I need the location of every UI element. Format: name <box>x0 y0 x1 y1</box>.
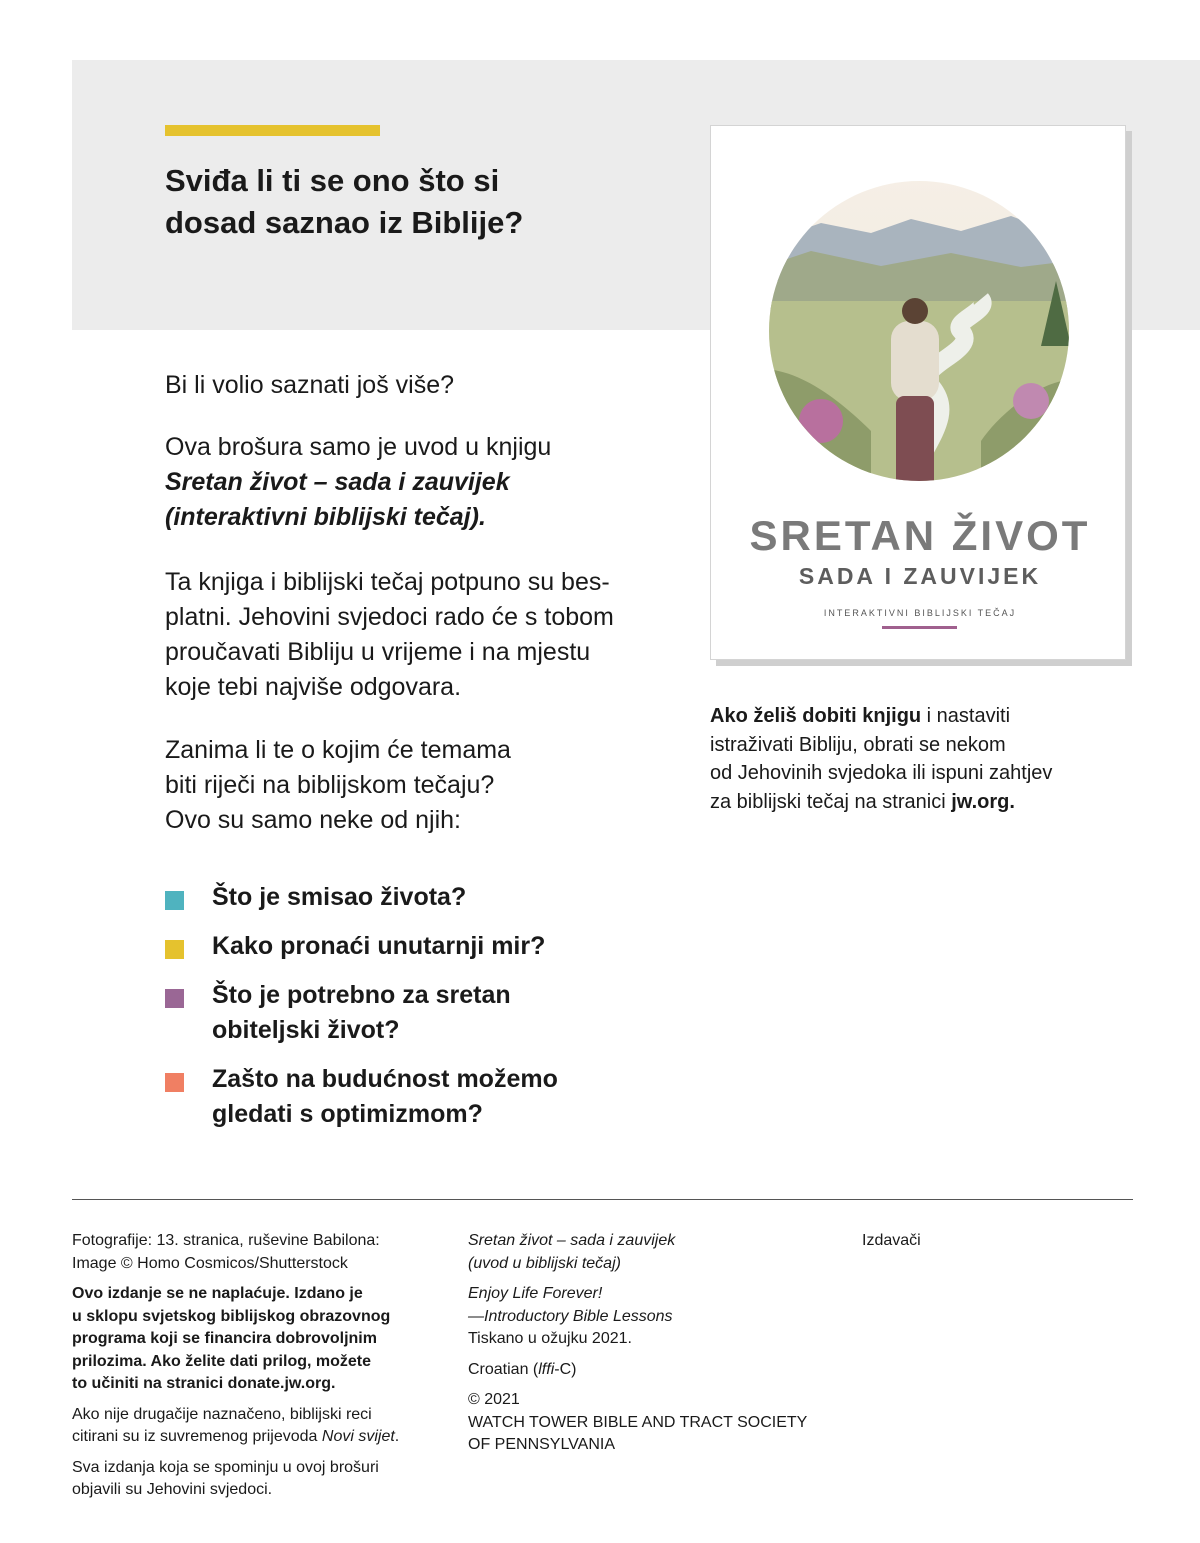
notice-line: prilozima. Ako želite dati prilog, možete <box>72 1352 372 1370</box>
request-last-prefix: za biblijski tečaj na stranici <box>710 790 952 813</box>
title-line: (uvod u biblijski tečaj) <box>468 1254 621 1272</box>
intro-paragraph-2 <box>165 565 685 705</box>
free-notice <box>72 1283 442 1396</box>
notice-line: u sklopu svjetskog biblijskog obrazovnog <box>72 1307 391 1325</box>
topic-swatch <box>165 891 184 910</box>
topic-line: gledati s optimizmom? <box>212 1100 483 1128</box>
page-headline <box>165 160 635 244</box>
request-info <box>710 702 1150 816</box>
quote-line <box>72 1426 442 1449</box>
footer-divider <box>72 1199 1133 1200</box>
topic-line: Kako pronaći unutarnji mir? <box>212 932 546 960</box>
title-line: Sretan život – sada i zauvijek <box>468 1232 676 1249</box>
footer-column-publication <box>468 1230 838 1465</box>
topic-line: Što je smisao života? <box>212 883 467 911</box>
cover-accent-line <box>882 626 957 629</box>
topic-line: obiteljski život? <box>212 1016 400 1044</box>
cover-subtitle: SADA I ZAUVIJEK <box>798 563 1042 589</box>
topic-item <box>165 880 665 915</box>
jw-org-link[interactable]: jw.org. <box>951 790 1015 813</box>
publication-english <box>468 1283 838 1351</box>
topic-item <box>165 978 665 1048</box>
topic-swatch <box>165 989 184 1008</box>
headline-line: dosad saznao iz Biblije? <box>165 205 524 240</box>
request-line <box>710 702 1150 731</box>
credit-line: Image © Homo Cosmicos/Shutterstock <box>72 1254 348 1272</box>
cover-title: SRETAN ŽIVOT <box>749 512 1091 559</box>
footer-column-publishers <box>862 1230 1062 1261</box>
copyright-line: © 2021 <box>468 1391 520 1408</box>
request-line: od Jehovinih svjedoka ili ispuni zahtjev <box>710 762 1053 784</box>
quote-line: Ako nije drugačije naznačeno, biblijski reci <box>72 1405 372 1423</box>
paragraph-line: biti riječi na biblijskom tečaju? <box>165 771 495 799</box>
paragraph-line: Zanima li te o kojim će temama <box>165 736 511 764</box>
photo-credit <box>72 1230 442 1275</box>
lang-prefix: Croatian ( <box>468 1360 539 1378</box>
request-lead: Ako želiš dobiti knjigu <box>710 705 922 727</box>
copyright <box>468 1389 838 1457</box>
copyright-line: WATCH TOWER BIBLE AND TRACT SOCIETY <box>468 1413 808 1431</box>
paragraph-line: Ova brošura samo je uvod u knjigu <box>165 433 552 461</box>
publishers-label: Izdavači <box>862 1232 921 1249</box>
quote-prefix: citirani su iz suvremenog prijevoda <box>72 1428 322 1445</box>
lang-code: lffi <box>538 1360 555 1378</box>
translation-name: Novi svijet <box>321 1428 395 1445</box>
topic-item <box>165 1062 665 1132</box>
cover-tagline: INTERAKTIVNI BIBLIJSKI TEČAJ <box>823 608 1017 618</box>
lang-suffix: -C) <box>554 1360 577 1378</box>
bible-quote-note <box>72 1404 442 1449</box>
topic-swatch <box>165 940 184 959</box>
publications-note <box>72 1457 442 1502</box>
topic-list <box>165 880 665 1146</box>
paragraph-line: proučavati Bibliju u vrijeme i na mjestu <box>165 638 591 666</box>
topic-line: Što je potrebno za sretan <box>212 981 511 1009</box>
english-line: Enjoy Life Forever! <box>468 1285 603 1302</box>
quote-suffix: . <box>394 1428 400 1445</box>
credit-line: Fotografije: 13. stranica, ruševine Babilona: <box>72 1232 380 1249</box>
cover-illustration <box>751 171 1087 511</box>
topic-swatch <box>165 1073 184 1092</box>
topic-item <box>165 929 665 964</box>
intro-question: Bi li volio saznati još više? <box>165 371 455 399</box>
copyright-line: OF PENNSYLVANIA <box>468 1436 615 1453</box>
request-line <box>710 788 1150 817</box>
request-line: istraživati Bibliju, obrati se nekom <box>710 733 1006 756</box>
paragraph-line: Ta knjiga i biblijski tečaj potpuno su bes- <box>165 568 610 596</box>
paragraph-line: platni. Jehovini svjedoci rado će s tobom <box>165 603 614 631</box>
book-title-line: Sretan život – sada i zauvijek <box>165 468 510 496</box>
notice-line: to učiniti na stranici donate.jw.org. <box>72 1375 336 1392</box>
intro-paragraph-3 <box>165 733 685 838</box>
publication-title <box>468 1230 838 1275</box>
accent-bar <box>165 125 380 136</box>
language-code <box>468 1359 838 1382</box>
paragraph-line: Ovo su samo neke od njih: <box>165 806 461 834</box>
english-line: —Introductory Bible Lessons <box>468 1307 673 1325</box>
book-title-line: (interaktivni biblijski tečaj). <box>165 503 486 531</box>
request-lead-rest: i nastaviti <box>921 705 1011 727</box>
headline-line: Sviđa li ti se ono što si <box>165 163 500 198</box>
notice-line: Ovo izdanje se ne naplaćuje. Izdano je <box>72 1285 363 1302</box>
footer-column-credits <box>72 1230 442 1510</box>
paragraph-line: koje tebi najviše odgovara. <box>165 673 462 701</box>
pub-line: objavili su Jehovini svjedoci. <box>72 1481 273 1498</box>
pub-line: Sva izdanja koja se spominju u ovoj brošuri <box>72 1458 379 1476</box>
print-date: Tiskano u ožujku 2021. <box>468 1330 632 1347</box>
intro-paragraph-1 <box>165 430 685 535</box>
notice-line: programa koji se financira dobrovoljnim <box>72 1330 377 1347</box>
topic-line: Zašto na budućnost možemo <box>212 1065 558 1093</box>
